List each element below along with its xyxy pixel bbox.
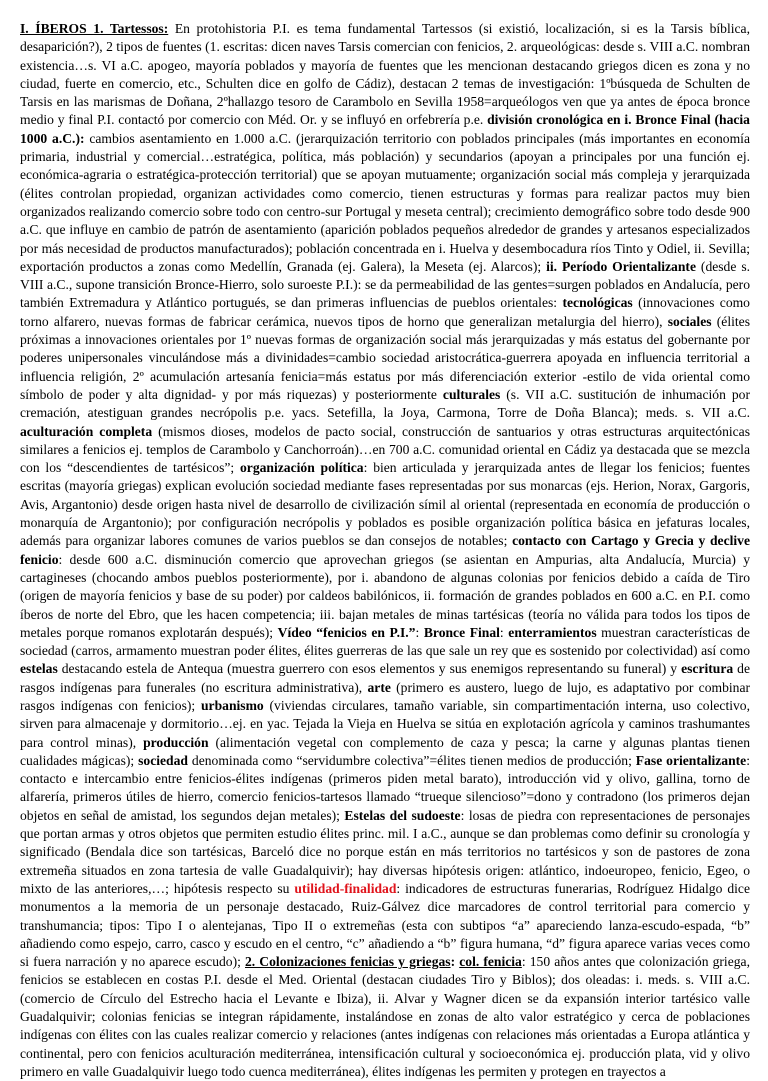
text-run: : losas de piedra con representaciones de personajes que portan armas y otros objetos que permiten estudio élites princ. mil. I a.C., aunque se dan problemas como definir su cronología y significado (Bendala dice son tartésicas, Barceló dice no porque están en más territorios no tartésicos y son de pastores de zona extremeña situados en zona tartesia de valle Guadalquivir); hay diversas hipótesis origen: atlántico, indoeuropeo, fenicio, Egeo, o mixto de las anteriores,…; hipótesis respecto su (20, 807, 750, 896)
bold-term: Vídeo “fenicios en P.I.” (277, 624, 416, 640)
text-run: : bien articulada y jerarquizada antes de llegar los fenicios; fuentes escritas (mayoría griegas) explican evolución sociedad mediante fases representadas por sus monarcas (ejs. Herion, Norax, Gargoris, Avis, Argantonio) desde origen hasta nivel de desarrollo de civilización símil al oriental (representada en economía de producción o monarquía de Argantonio); por configuración necrópolis y poblados es posible organización política básica en jefaturas locales, además para organizar labores comunes de varios pueblos se dan consejos de notables; (20, 460, 750, 549)
text-run: : contacto e intercambio entre fenicios-élites indígenas (primeros piden metal barato), introducción vid y olivo, gallina, torno de alfarería, primeros útiles de hierro, comercio fenicios-tartesos llamado “trueque silencioso”=dono y contradono (los primeros dejan objetos en señal de amistad, los segundos dejan metales); (20, 752, 750, 823)
text-run: (viviendas circulares, tamaño variable, sin compartimentación interna, uso colectivo, sirven para almacenaje y dormitorio…ej. en yac. Tejada la Vieja en Huelva se sitúa en explotación agrícola y caminos trashumantes para control minas), (20, 697, 750, 750)
bold-term: Bronce Final (423, 624, 500, 640)
bold-term: producción (143, 734, 209, 750)
text-run: (alimentación vegetal con complemento de caza y pesca; la carne y algunas plantas tienen cualidades mágicas); (20, 734, 750, 768)
text-run: muestran características de sociedad (carros, armamento muestran poder élites, élites guerreras de las que sale un rey que es sostenido por colectividad) así como (20, 624, 750, 659)
bold-term: escritura (681, 661, 734, 677)
text-run: (élites próximas a innovaciones orientales por 1º nuevas formas de organización social más jerarquizadas y más estatus del gobernante por poderes unipersonales vinculándose más a divinidades=cambio sociedad aristocrática-guerrera apoyada en influencia territorial a influencia religión, 2º acumulación artesanía fenicia=más estatus por más diferenciación exterior -estilo de vida oriental como símbolo de poder y alta dignidad- y por más riquezas) y posteriormente (20, 313, 750, 402)
bold-term: urbanismo (201, 697, 264, 713)
text-run: : (499, 624, 509, 640)
bold-term: aculturación completa (20, 423, 153, 439)
text-run: En protohistoria P.I. es tema fundamental Tartessos (si existió, localización, si es la Tarsis bíblica, desaparición?), 2 tipos de fuentes (1. escritas: dicen naves Tarsis comercian con fenicios, 2. arqueológicas: desde s. VIII a.C. nombran existencia…s. VI a.C. apogeo, mayoría poblados y mayoría de fuentes que les mencionan destacando griegos dicen es zona y no ciudad, fuerte en comercio, etc., Schulten dice en golfo de Cádiz), destacan 2 temas de investigación: 1ºbúsqueda de Schulten de Tarsis en las marismas de Doñana, 2ºhallazgo tesoro de Carambolo en Sevilla 1958=arqueólogos ven que ya antes de época bronce medio y final P.I. contactó por comercio con Méd. Or. y se influyó en orfebrería p.e. (20, 21, 750, 128)
text-run: destacando estela de Antequa (muestra guerrero con esos elementos y sus enemigos representando su funeral) y (57, 661, 682, 677)
text-run: (mismos dioses, modelos de pacto social, construcción de santuarios y otras estructuras arquitectónicas similares a fenicios ej. templos de Carambolo y Canchorroán)…en 700 a.C. comunidad oriental en Cádiz ya destacada que se mezcla con los “descendientes de tartésicos”; (20, 423, 750, 476)
bold-term: organización política (240, 460, 364, 476)
bold-term: tecnológicas (562, 295, 633, 311)
text-run: : indicadores de estructuras funerarias, Rodríguez Hidalgo dice monumentos a la memoria de un personaje destacado, Ruiz-Gálvez dice marcadores de control territorial para comercio y transhumancia; tipos: Tipo I o alentejanas, Tipo II o extremeñas (esta con subtipos “a” apareciendo lanza-escudo-espada, “b” añadiendo como espejo, carro, casco y escudo en el centro, “c” añadiendo a “b” figura humana, “d” figura aparece varias veces como si fuera narración y no aparece escudo); (20, 880, 750, 970)
text-run: (innovaciones como torno alfarero, nuevas formas de fabricar cerámica, nuevos tipos de horno que generalizan metalurgia del hierro), (20, 295, 750, 329)
section-heading: 2. Colonizaciones fenicias y griegas (245, 954, 451, 970)
highlighted-term: utilidad-finalidad (294, 880, 397, 896)
text-run: (s. VII a.C. sustitución de inhumación por cremación, atestiguan grandes necrópolis p.e. yacs. Setefilla, la Joya, Carmona, Torre de Doña Blanca); meds. s. VII a.C. (20, 386, 750, 421)
section-heading: I. ÍBEROS 1. Tartessos: (20, 21, 169, 36)
text-run: : (415, 624, 424, 640)
bold-term: sociales (667, 313, 712, 329)
bold-term: Estelas del sudoeste (344, 807, 461, 823)
bold-term: Fase orientalizante (635, 752, 747, 768)
bold-term: : (450, 954, 460, 970)
text-run: denominada como “servidumbre colectiva”=élites tienen medios de producción; (187, 752, 636, 768)
bold-term: arte (367, 679, 391, 695)
body-text (20, 20, 750, 1081)
bold-term: ii. Período Orientalizante (546, 258, 696, 274)
bold-term: sociedad (138, 752, 188, 768)
bold-term: culturales (442, 386, 501, 402)
bold-term: enterramientos (508, 624, 597, 640)
bold-term: división cronológica en i. Bronce Final (hacia 1000 a.C.): (20, 112, 750, 146)
text-run: cambios asentamiento en 1.000 a.C. (jerarquización territorio con poblados principales (más importantes en economía primaria, industrial y comercial…estratégica, política, más población) y secundarios (apoyan a principales por una función ej. económica-agraria o estratégica-protección territorial) que se apoyan mutuamente; organización social más compleja y jerarquizada (élites controlan propiedad, organizan actividades como comercio, tienen estructuras y formas para realizar pactos muy bien organizados realizando comercio sobre todo con centro-sur Portugal y meseta central); crecimiento demográfico sobre todo desde 900 a.C. que influye en cambio de patrón de asentamiento (aparición poblados pequeños alrededor de grandes y artesanos especializados por más necesidad de productos manufacturados); población concentrada en i. Huelva y desembocadura ríos Tinto y Odiel, ii. Sevilla; exportación productos a zonas como Medellín, Granada (ej. Galera), la Meseta (ej. Alarcos); (20, 130, 750, 274)
text-run: (primero es austero, luego de lujo, es adaptativo por combinar rasgos indígenas con fenicios); (20, 679, 751, 713)
bold-term: contacto con Cartago y Grecia y declive fenicio (20, 533, 751, 567)
text-run: : 150 años antes que colonización griega, fenicios se establecen en costas P.I. desde el Med. Oriental (destacan ciudades Tiro y Biblos); dos oleadas: i. meds. s. VIII a.C. (comercio de Círculo del Estrecho hacia el Levante e Ibiza), ii. Alvar y Wagner dicen se da expansión interior tartésico valle Guadalquivir; colonias fenicias se integran rápidamente, instalándose en zonas de alto valor estratégico y cerca de poblaciones indígenas con élites con las cuales realizar comercio y relaciones (antes indígenas con relaciones más orientadas a Europa atlántica y continental, pero con fenicios aculturación mediterránea, intensificación cultural y socioeconómica ej. producción plata, vid y olivo primero en valle Guadalquivir luego todo cuenca mediterránea), élites indígenas les permiten y protegen en trayectos a (20, 954, 750, 1079)
text-run: (desde s. VIII a.C., supone transición Bronce-Hierro, solo suroeste P.I.): se da permeabilidad de las gentes=surgen poblados en Andalucía, pero también Extremadura y Atlántico portugués, se dan primeras influencias de pueblos orientales: (20, 258, 751, 311)
text-run: : desde 600 a.C. disminución comercio que aprovechan griegos (se asientan en Ampurias, alta Andalucía, Murcia) y cartagineses (chocando ambos pueblos posteriormente), por i. abandono de algunas colonias por fenicios debido a caída de Tiro (origen de mayoría fenicios y base de su poder) por caldeos babilónicos, ii. formación de grandes poblados en 600 a.C. en P.I. como íberos de norte del Ebro, que les hacen competencia; iii. bajan metales de minas tartésicas (teoría no válida para todos los tipos de metales porque romanos explotarán después); (20, 551, 750, 640)
bold-term: estelas (20, 661, 58, 677)
text-run: de rasgos indígenas para funerales (no escritura administrativa), (20, 661, 751, 695)
section-heading: col. fenicia (459, 954, 522, 970)
